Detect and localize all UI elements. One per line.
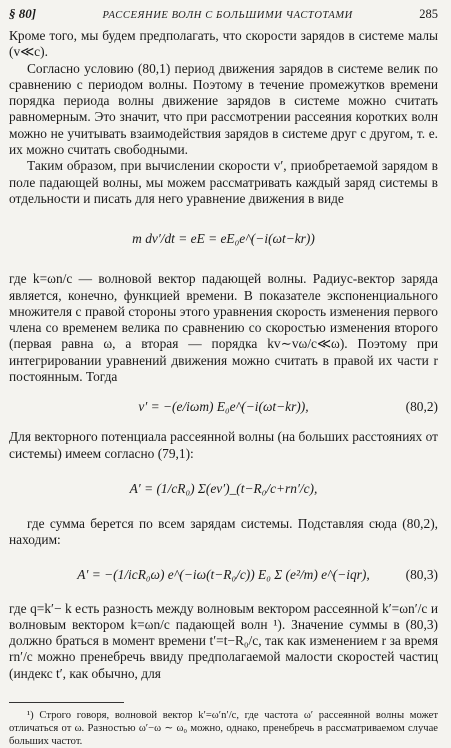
running-title: РАССЕЯНИЕ ВОЛН С БОЛЬШИМИ ЧАСТОТАМИ bbox=[102, 10, 353, 21]
equation-number: (80,2) bbox=[405, 399, 438, 415]
formula-text: v′ = −(e/iωm) E₀e^(−i(ωt−kr)), bbox=[138, 399, 309, 415]
paragraph: где k=ωn/c — волновой вектор падающей волны. Радиус-вектор заряда является, конечно, функцией времени. В показателе экспоненциального множителя с правой стороны этого уравнения скорость изменения первого члена со временем велика по сравнению со скоростью изменения второго (первая равна ω, а вторая — порядка kv∼vω/c≪ω). Поэтому при интегрировании уравнений движения можно считать в правой их части r постоянным. Тогда bbox=[9, 271, 438, 385]
equation-number: (80,3) bbox=[405, 566, 438, 582]
page-number: 285 bbox=[419, 7, 438, 21]
equation-80-3 bbox=[9, 555, 438, 595]
paragraph: Для векторного потенциала рассеянной волны (на больших расстояниях от системы) имеем согласно (79,1): bbox=[9, 429, 438, 461]
footnote: ¹) Строго говоря, волновой вектор k′=ω′n′/c, где частота ω′ рассеянной волны может отличаться от ω. Разностью ω′−ω ∼ ω₀ можно, однако, пренебречь в рассматриваемом случае больших частот. bbox=[9, 710, 438, 748]
footnote-divider bbox=[9, 702, 124, 703]
equation-of-motion bbox=[9, 213, 438, 265]
paragraph: Согласно условию (80,1) период движения зарядов в системе велик по сравнению с периодом волны. Поэтому в течение промежутков времени порядка периода волны движение зарядов в системе можно считать равномерным. Это значит, что при рассмотрении рассеяния коротких волн можно не учитывать взаимодействия зарядов в системе друг с другом, т. е. их можно считать свободными. bbox=[9, 60, 438, 158]
vector-potential-formula bbox=[9, 468, 438, 510]
section-marker: § 80] bbox=[9, 6, 37, 21]
formula-text: A′ = −(1/icR₀ω) e^(−iω(t−R₀/c)) E₀ Σ (e²/m) e^(−iqr), bbox=[77, 566, 370, 582]
formula-text: m dv′/dt = eE = eE₀e^(−i(ωt−kr)) bbox=[132, 231, 315, 247]
paragraph: где сумма берется по всем зарядам системы. Подставляя сюда (80,2), находим: bbox=[9, 515, 438, 548]
formula-text: A′ = (1/cR₀) Σ(ev′)_(t−R₀/c+rn′/c), bbox=[129, 480, 318, 496]
equation-80-2 bbox=[9, 391, 438, 423]
running-header bbox=[9, 6, 438, 28]
paragraph: Таким образом, при вычислении скорости v′, приобретаемой зарядом в поле падающей волны, мы можем рассматривать каждый заряд системы в отдельности и писать для него уравнение движения в виде bbox=[9, 158, 438, 206]
paragraph: Кроме того, мы будем предполагать, что скорости зарядов в системе малы (v≪c). bbox=[9, 28, 438, 60]
paragraph: где q=k′− k есть разность между волновым вектором рассеянной k′=ωn′/c и волновым вектором k=ωn/c падающей волн ¹). Значение суммы в (80,3) должно браться в момент времени t′=t−R₀/c, так как изменением r за время rn′/c можно пренебречь ввиду предполагаемой малости скоростей частиц (индекс t′, как обычно, для bbox=[9, 600, 438, 681]
